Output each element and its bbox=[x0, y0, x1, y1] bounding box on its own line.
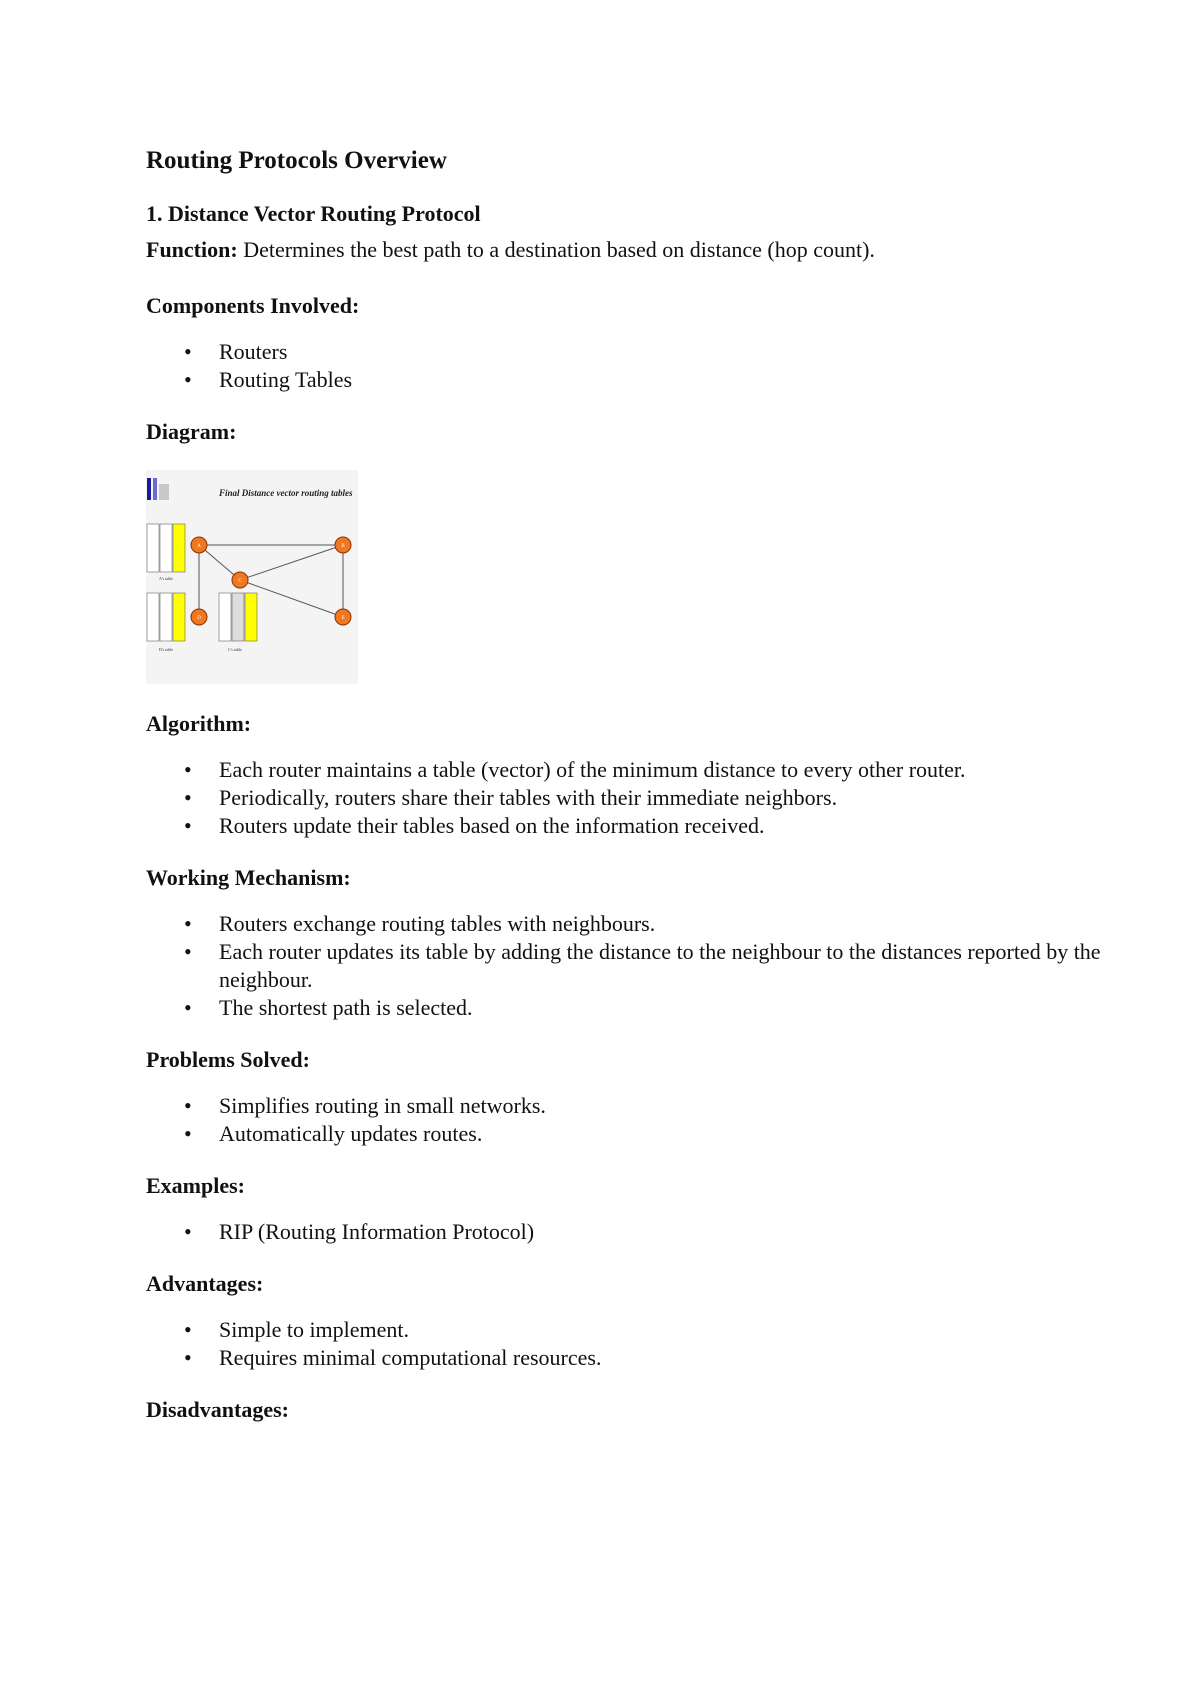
list-item: • Simplifies routing in small networks. bbox=[184, 1093, 546, 1118]
function-text: Determines the best path to a destination based on distance (hop count). bbox=[243, 237, 875, 262]
svg-text:B: B bbox=[341, 544, 345, 549]
svg-text:E: E bbox=[341, 616, 345, 621]
bullet-icon: • bbox=[184, 1345, 192, 1370]
routing-diagram-image bbox=[146, 470, 358, 684]
list-item: • RIP (Routing Information Protocol) bbox=[184, 1219, 535, 1244]
bullet-icon: • bbox=[184, 995, 192, 1020]
components-label: Components Involved: bbox=[146, 293, 360, 318]
list-item: • Routers bbox=[184, 339, 288, 364]
list-item: • The shortest path is selected. bbox=[184, 995, 473, 1020]
list-item: • Periodically, routers share their tables with their immediate neighbors. bbox=[184, 785, 838, 810]
advantages-label: Advantages: bbox=[146, 1271, 264, 1296]
examples-label: Examples: bbox=[146, 1173, 245, 1198]
bullet-icon: • bbox=[184, 367, 192, 392]
router-node-e bbox=[335, 609, 351, 625]
list-item: • Automatically updates routes. bbox=[184, 1121, 483, 1146]
bullet-icon: • bbox=[184, 1093, 192, 1118]
router-node-c bbox=[232, 572, 248, 588]
examples-list bbox=[146, 1218, 1106, 1246]
bullet-icon: • bbox=[184, 939, 192, 964]
list-item: • Routers update their tables based on the information received. bbox=[184, 813, 765, 838]
list-item: • Simple to implement. bbox=[184, 1317, 410, 1342]
bullet-icon: • bbox=[184, 1121, 192, 1146]
doc-title: Routing Protocols Overview bbox=[146, 147, 447, 174]
svg-text:A: A bbox=[197, 544, 201, 549]
bullet-icon: • bbox=[184, 1317, 192, 1342]
bullet-icon: • bbox=[184, 757, 192, 782]
algorithm-list bbox=[146, 756, 1106, 840]
svg-text:C: C bbox=[238, 579, 242, 584]
components-list bbox=[146, 338, 1106, 394]
list-item: • Routing Tables bbox=[184, 367, 353, 392]
problems-label: Problems Solved: bbox=[146, 1047, 310, 1072]
bullet-icon: • bbox=[184, 339, 192, 364]
bullet-icon: • bbox=[184, 785, 192, 810]
diagram-label: Diagram: bbox=[146, 419, 237, 444]
document-content bbox=[146, 140, 1106, 1428]
list-item: • Each router maintains a table (vector) of the minimum distance to every other router. bbox=[184, 757, 966, 782]
router-node-b bbox=[335, 537, 351, 553]
bullet-icon: • bbox=[184, 1219, 192, 1244]
bullet-icon: • bbox=[184, 911, 192, 936]
working-list bbox=[146, 910, 1106, 1022]
svg-text:D: D bbox=[197, 616, 201, 621]
diagram-caption: Final Distance vector routing tables bbox=[219, 488, 353, 498]
algorithm-label: Algorithm: bbox=[146, 711, 252, 736]
list-item: • Each router updates its table by adding the distance to the neighbour to the distances reported by the neighbour. bbox=[184, 939, 1101, 992]
advantages-list bbox=[146, 1316, 1106, 1372]
section-heading: 1. Distance Vector Routing Protocol bbox=[146, 201, 481, 226]
router-node-d bbox=[191, 609, 207, 625]
router-node-a bbox=[191, 537, 207, 553]
working-label: Working Mechanism: bbox=[146, 865, 351, 890]
table-c-caption: C's table bbox=[228, 647, 242, 652]
list-item: • Requires minimal computational resources. bbox=[184, 1345, 602, 1370]
list-item: • Routers exchange routing tables with neighbours. bbox=[184, 911, 656, 936]
function-paragraph bbox=[146, 232, 1106, 268]
table-d-caption: D's table bbox=[159, 647, 173, 652]
function-label: Function: bbox=[146, 237, 238, 262]
routing-diagram bbox=[146, 470, 358, 684]
problems-list bbox=[146, 1092, 1106, 1148]
table-a-caption: A's table bbox=[159, 576, 173, 581]
disadvantages-label: Disadvantages: bbox=[146, 1397, 290, 1422]
bullet-icon: • bbox=[184, 813, 192, 838]
